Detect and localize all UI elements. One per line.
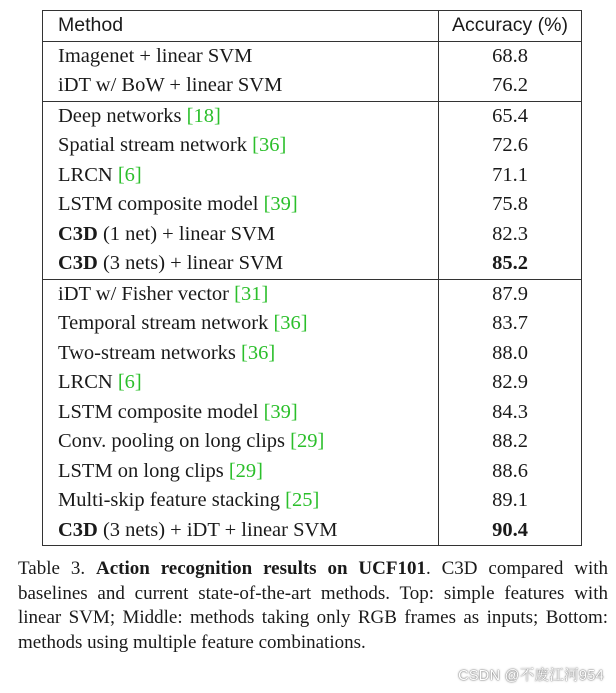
- accuracy-cell: 71.1: [492, 163, 528, 186]
- method-name: Imagenet + linear SVM: [58, 44, 253, 67]
- method-name: iDT w/ BoW + linear SVM: [58, 74, 283, 96]
- method-name: Deep networks: [58, 104, 187, 127]
- citation-close-bracket: ]: [134, 371, 142, 393]
- citation-close-bracket: ]: [300, 312, 308, 334]
- table-group-2: [43, 101, 582, 279]
- citation-link[interactable]: 6: [124, 163, 135, 186]
- header-accuracy: Accuracy (%): [439, 11, 582, 42]
- citation-link[interactable]: 36: [280, 312, 301, 334]
- table-row: [43, 131, 582, 161]
- table-row: [43, 101, 582, 131]
- accuracy-cell: 75.8: [492, 193, 528, 215]
- citation-open-bracket: [: [228, 459, 236, 482]
- citation-open-bracket: [: [285, 489, 292, 511]
- method-name: (3 nets) + linear SVM: [97, 252, 284, 274]
- results-table-container: [42, 10, 582, 546]
- method-name: LSTM on long clips: [58, 459, 229, 482]
- watermark: CSDN @不废江河954: [458, 668, 604, 684]
- citation-open-bracket: [: [241, 341, 248, 364]
- caption-body: . C3D compared with baselines and current state-of-the-art methods. Top: simple features with linear SVM; Middle: methods taking only RGB frames as inputs; Bottom: methods using multiple feature combinations.: [18, 558, 609, 653]
- citation-close-bracket: ]: [290, 193, 298, 215]
- accuracy-cell: 65.4: [439, 101, 582, 131]
- table-row: [43, 427, 582, 457]
- accuracy-cell: 89.1: [492, 489, 528, 511]
- method-name: Multi-skip feature stacking: [58, 489, 286, 511]
- method-name: iDT w/ Fisher vector: [58, 282, 235, 305]
- table-group-1: [43, 41, 582, 101]
- citation-open-bracket: [: [117, 163, 125, 186]
- citation-open-bracket: [: [263, 193, 271, 215]
- caption-label: Table 3.: [18, 558, 96, 579]
- method-name: Temporal stream network: [58, 312, 274, 334]
- accuracy-cell: 88.6: [492, 459, 528, 482]
- table-caption: [18, 557, 608, 655]
- accuracy-cell: 90.4: [492, 518, 528, 541]
- method-cell: [43, 41, 439, 71]
- citation-close-bracket: ]: [213, 104, 221, 127]
- citation-open-bracket: [: [263, 400, 271, 423]
- accuracy-cell: 85.2: [492, 252, 528, 274]
- method-name: Spatial stream network: [58, 134, 253, 156]
- accuracy-cell: 84.3: [492, 400, 528, 423]
- accuracy-cell: 87.9: [439, 279, 582, 309]
- method-cell: [43, 427, 439, 457]
- citation-close-bracket: ]: [290, 400, 298, 423]
- accuracy-cell: 88.2: [492, 430, 528, 452]
- accuracy-cell: 76.2: [492, 74, 528, 96]
- citation-link[interactable]: 36: [247, 341, 269, 364]
- method-name: LRCN: [58, 163, 118, 186]
- citation-link[interactable]: 31: [240, 282, 262, 305]
- method-cell: [43, 249, 439, 279]
- citation-link[interactable]: 18: [193, 104, 214, 127]
- method-bold-name: C3D: [58, 518, 98, 541]
- table-row: [43, 398, 582, 428]
- citation-link[interactable]: 29: [296, 430, 318, 452]
- citation-link[interactable]: 25: [291, 489, 313, 511]
- citation-link[interactable]: 39: [270, 400, 291, 423]
- method-cell: [43, 457, 439, 487]
- citation-close-bracket: ]: [256, 459, 263, 482]
- accuracy-cell: 68.8: [492, 44, 528, 67]
- table-row: [43, 457, 582, 487]
- method-cell: [43, 339, 439, 369]
- citation-open-bracket: [: [252, 134, 259, 156]
- method-cell: [43, 220, 439, 250]
- table-row: [43, 486, 582, 516]
- accuracy-cell: 82.3: [492, 222, 528, 245]
- method-cell: [43, 131, 439, 161]
- method-cell: [43, 161, 439, 191]
- method-cell: [43, 279, 439, 309]
- accuracy-cell: 82.9: [492, 371, 528, 393]
- table-group-3: [43, 279, 582, 546]
- table-row: [43, 516, 582, 546]
- table-row: [43, 41, 582, 71]
- citation-link[interactable]: 29: [235, 459, 257, 482]
- method-name: Conv. pooling on long clips: [58, 430, 291, 452]
- table-row: [43, 71, 582, 101]
- citation-close-bracket: ]: [268, 341, 276, 364]
- accuracy-cell: 83.7: [492, 312, 528, 334]
- method-name: Two-stream networks: [58, 341, 242, 364]
- citation-open-bracket: [: [186, 104, 194, 127]
- method-bold-name: C3D: [58, 252, 98, 274]
- caption-title: Action recognition results on UCF101: [95, 558, 426, 579]
- method-cell: [43, 71, 439, 101]
- table-row: [43, 309, 582, 339]
- method-name: LSTM composite model: [58, 400, 264, 423]
- table-row: [43, 339, 582, 369]
- citation-link[interactable]: 36: [258, 134, 280, 156]
- table-row: [43, 190, 582, 220]
- citation-open-bracket: [: [273, 312, 281, 334]
- table-row: [43, 368, 582, 398]
- accuracy-cell: 88.0: [492, 341, 528, 364]
- citation-close-bracket: ]: [134, 163, 142, 186]
- method-cell: [43, 190, 439, 220]
- citation-link[interactable]: 39: [270, 193, 291, 215]
- method-name: LSTM composite model: [58, 193, 264, 215]
- header-method: Method: [43, 11, 439, 42]
- method-cell: [43, 486, 439, 516]
- results-table: [42, 10, 582, 546]
- citation-close-bracket: ]: [312, 489, 320, 511]
- method-name: (1 net) + linear SVM: [97, 222, 276, 245]
- method-name: (3 nets) + iDT + linear SVM: [97, 518, 338, 541]
- table-header-row: [43, 11, 582, 42]
- method-cell: [43, 101, 439, 131]
- method-cell: [43, 309, 439, 339]
- table-row: [43, 249, 582, 279]
- table-row: [43, 220, 582, 250]
- citation-link[interactable]: 6: [124, 371, 135, 393]
- method-bold-name: C3D: [58, 222, 98, 245]
- citation-close-bracket: ]: [261, 282, 269, 305]
- citation-open-bracket: [: [234, 282, 241, 305]
- method-cell: [43, 398, 439, 428]
- citation-open-bracket: [: [290, 430, 297, 452]
- method-cell: [43, 368, 439, 398]
- accuracy-cell: 72.6: [492, 134, 528, 156]
- citation-open-bracket: [: [117, 371, 125, 393]
- table-row: [43, 161, 582, 191]
- citation-close-bracket: ]: [317, 430, 325, 452]
- method-cell: [43, 516, 439, 546]
- method-name: LRCN: [58, 371, 118, 393]
- table-row: [43, 279, 582, 309]
- citation-close-bracket: ]: [279, 134, 287, 156]
